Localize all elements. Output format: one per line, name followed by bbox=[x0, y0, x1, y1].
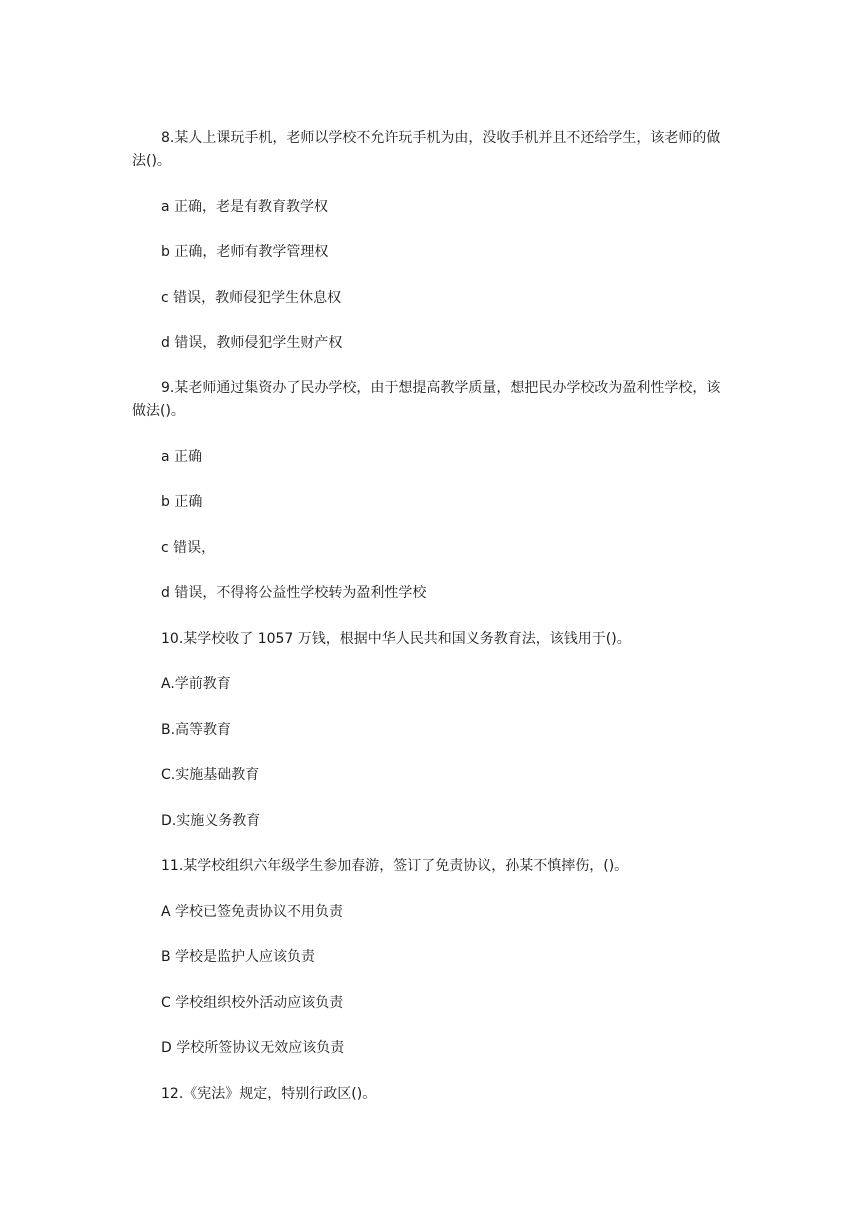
question-11-option-c: C 学校组织校外活动应该负责 bbox=[161, 995, 344, 1011]
question-11-option-a: A 学校已签免责协议不用负责 bbox=[161, 904, 344, 920]
question-11-option-b: B 学校是监护人应该负责 bbox=[161, 949, 316, 965]
question-10-stem: 10.某学校收了 1057 万钱，根据中华人民共和国义务教育法，该钱用于()。 bbox=[161, 631, 631, 647]
question-10-option-b: B.高等教育 bbox=[161, 722, 232, 738]
question-9-option-d: d 错误，不得将公益性学校转为盈利性学校 bbox=[161, 585, 427, 601]
question-10-option-a: A.学前教育 bbox=[161, 676, 231, 692]
question-9-option-c: c 错误， bbox=[161, 540, 216, 556]
question-11-stem: 11.某学校组织六年级学生参加春游，签订了免责协议，孙某不慎摔伤，()。 bbox=[161, 858, 629, 874]
question-8-option-d: d 错误，教师侵犯学生财产权 bbox=[161, 335, 343, 351]
question-9-stem: 9.某老师通过集资办了民办学校，由于想提高教学质量，想把民办学校改为盈利性学校，该做法()。 bbox=[132, 380, 721, 419]
question-10-option-d: D.实施义务教育 bbox=[161, 813, 261, 829]
question-10-option-c: C.实施基础教育 bbox=[161, 767, 260, 783]
question-8-option-a: a 正确，老是有教育教学权 bbox=[161, 199, 329, 215]
question-11-option-d: D 学校所签协议无效应该负责 bbox=[161, 1040, 345, 1056]
question-9-option-b: b 正确 bbox=[161, 494, 203, 510]
question-12-stem: 12.《宪法》规定，特别行政区()。 bbox=[161, 1086, 377, 1102]
question-8-option-c: c 错误，教师侵犯学生休息权 bbox=[161, 290, 342, 306]
question-9-option-a: a 正确 bbox=[161, 449, 203, 465]
question-8-option-b: b 正确，老师有教学管理权 bbox=[161, 244, 329, 260]
question-8-stem: 8.某人上课玩手机，老师以学校不允许玩手机为由，没收手机并且不还给学生，该老师的做法()。 bbox=[132, 130, 721, 169]
